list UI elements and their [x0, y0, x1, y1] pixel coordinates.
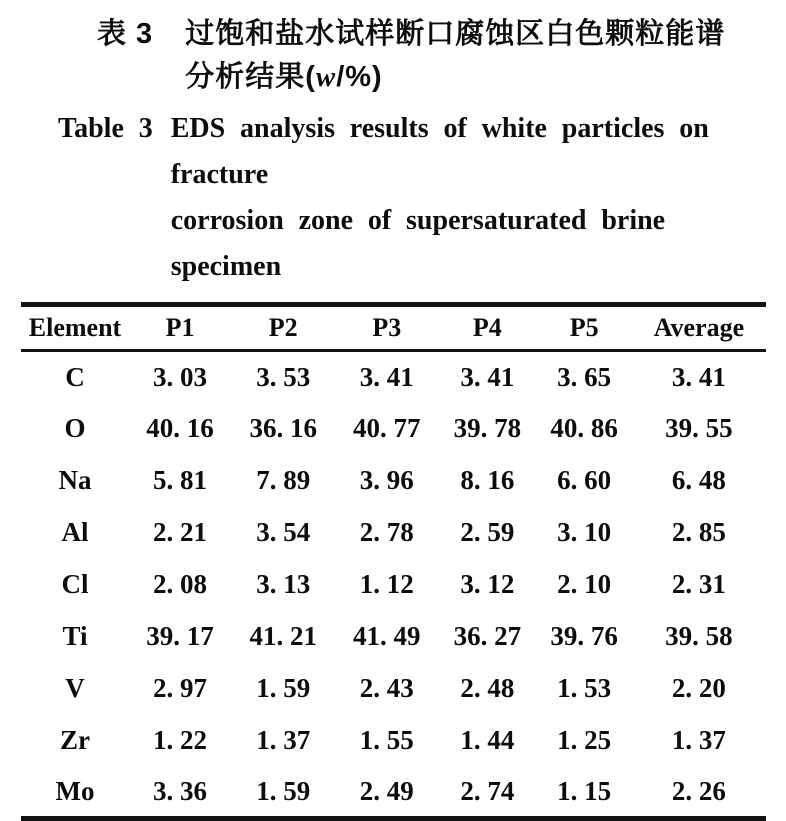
- element-cell: Cl: [61, 569, 89, 599]
- value-cell: 1. 12: [359, 569, 414, 599]
- element-cell: Na: [58, 465, 92, 495]
- column-header-element: Element: [28, 313, 122, 342]
- column-header-p4: P4: [472, 313, 502, 342]
- value-cell: 1. 15: [557, 775, 612, 806]
- value-cell: 2. 43: [359, 673, 414, 703]
- value-cell: 6. 60: [557, 465, 612, 495]
- value-cell: 41. 49: [353, 621, 421, 651]
- table-row: [21, 715, 766, 767]
- value-cell: 2. 85: [671, 517, 726, 547]
- table-number-zh: 表 3: [97, 18, 154, 50]
- value-cell: 36. 16: [249, 413, 317, 443]
- table-row: [21, 403, 766, 455]
- value-cell: 6. 48: [671, 465, 726, 495]
- value-cell: 39. 58: [665, 621, 733, 651]
- element-cell: C: [65, 361, 85, 392]
- paper-page: [0, 13, 786, 806]
- value-cell: 1. 25: [557, 725, 612, 755]
- value-cell: 3. 41: [460, 361, 515, 392]
- table-row: [21, 767, 766, 819]
- value-cell: 41. 21: [249, 621, 317, 651]
- value-cell: 2. 20: [671, 673, 726, 703]
- value-cell: 3. 03: [153, 361, 208, 392]
- table-caption-zh-text: [185, 13, 725, 99]
- caption-zh-w-symbol: w: [315, 61, 337, 93]
- value-cell: 2. 78: [359, 517, 414, 547]
- value-cell: 3. 53: [256, 361, 311, 392]
- value-cell: 1. 44: [460, 725, 515, 755]
- value-cell: 36. 27: [453, 621, 522, 651]
- value-cell: 1. 22: [153, 725, 208, 755]
- element-cell: Zr: [60, 725, 90, 755]
- value-cell: 39. 17: [146, 621, 214, 651]
- element-cell: Ti: [62, 621, 88, 651]
- value-cell: 3. 12: [460, 569, 515, 599]
- element-cell: V: [65, 673, 85, 703]
- column-header-p2: P2: [268, 313, 298, 342]
- value-cell: 3. 65: [557, 361, 612, 392]
- element-cell: O: [64, 413, 86, 443]
- column-header-p5: P5: [569, 313, 599, 342]
- element-cell: Mo: [55, 775, 95, 806]
- value-cell: 2. 49: [359, 775, 414, 806]
- value-cell: 2. 08: [153, 569, 208, 599]
- value-cell: 3. 36: [153, 775, 208, 806]
- value-cell: 1. 55: [359, 725, 414, 755]
- value-cell: 7. 89: [256, 465, 311, 495]
- column-header-p3: P3: [372, 313, 402, 342]
- value-cell: 3. 96: [359, 465, 414, 495]
- value-cell: 3. 13: [256, 569, 311, 599]
- value-cell: 40. 86: [550, 413, 618, 443]
- value-cell: 2. 74: [460, 775, 515, 806]
- value-cell: 5. 81: [153, 465, 208, 495]
- value-cell: 39. 78: [453, 413, 522, 443]
- value-cell: 8. 16: [460, 465, 515, 495]
- value-cell: 40. 16: [146, 413, 214, 443]
- value-cell: 39. 76: [550, 621, 618, 651]
- eds-results-table: [21, 302, 766, 821]
- value-cell: 39. 55: [665, 413, 733, 443]
- value-cell: 1. 53: [557, 673, 612, 703]
- value-cell: 2. 48: [460, 673, 515, 703]
- caption-zh-line2: [185, 56, 725, 99]
- caption-zh-line2-prefix: 分析结果(: [185, 61, 316, 93]
- table-row: [21, 611, 766, 663]
- value-cell: 1. 37: [671, 725, 726, 755]
- table-body: [21, 351, 766, 819]
- value-cell: 2. 26: [671, 775, 726, 806]
- value-cell: 1. 37: [256, 725, 311, 755]
- table-row: [21, 663, 766, 715]
- value-cell: 1. 59: [256, 673, 311, 703]
- value-cell: 40. 77: [353, 413, 421, 443]
- value-cell: 3. 41: [359, 361, 414, 392]
- value-cell: 3. 54: [256, 517, 311, 547]
- value-cell: 2. 10: [557, 569, 612, 599]
- element-cell: Al: [61, 517, 89, 547]
- caption-en-line2: corrosion zone of supersaturated brine specimen: [170, 205, 666, 282]
- column-header-average: Average: [653, 313, 745, 342]
- table-row: [21, 455, 766, 507]
- table-caption-en-text: [171, 106, 786, 290]
- table-row: [21, 507, 766, 559]
- column-header-p1: P1: [165, 313, 195, 342]
- table-caption-en: [58, 106, 786, 290]
- value-cell: 2. 31: [671, 569, 726, 599]
- value-cell: 1. 59: [256, 775, 311, 806]
- table-row: [21, 559, 766, 611]
- table-number-en: Table 3: [58, 113, 153, 144]
- value-cell: 3. 41: [671, 361, 726, 392]
- caption-zh-line1: 过饱和盐水试样断口腐蚀区白色颗粒能谱: [185, 18, 726, 50]
- table-caption-zh: [97, 13, 786, 99]
- value-cell: 3. 10: [557, 517, 612, 547]
- value-cell: 2. 59: [460, 517, 515, 547]
- caption-zh-line2-suffix: /%): [336, 61, 383, 93]
- table-row: [21, 351, 766, 403]
- value-cell: 2. 21: [153, 517, 208, 547]
- caption-en-line1: EDS analysis results of white particles on fracture: [170, 113, 709, 190]
- table-header-row: [21, 305, 766, 351]
- value-cell: 2. 97: [153, 673, 208, 703]
